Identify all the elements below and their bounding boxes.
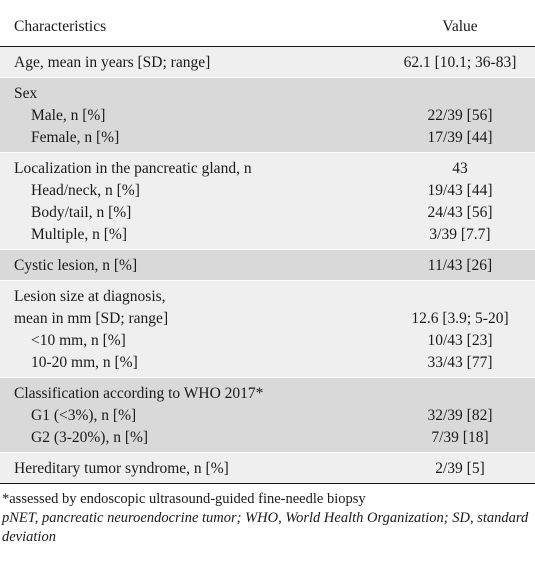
table-row [0, 78, 535, 106]
row-value: 33/43 [77] [427, 354, 493, 371]
table-row [0, 105, 535, 127]
table-row [0, 202, 535, 224]
table-group [0, 281, 535, 378]
table-group [0, 153, 535, 250]
row-label: <10 mm, n [%] [31, 332, 126, 349]
row-label: Female, n [%] [31, 129, 120, 146]
row-label: Hereditary tumor syndrome, n [%] [14, 460, 229, 477]
row-label: mean in mm [SD; range] [14, 310, 169, 327]
row-value: 17/39 [44] [427, 129, 493, 146]
row-value: 19/43 [44] [427, 182, 493, 199]
row-label: Age, mean in years [SD; range] [14, 54, 211, 71]
row-label: Sex [14, 85, 38, 102]
table-group [0, 78, 535, 153]
table-group [0, 250, 535, 281]
row-label: Localization in the pancreatic gland, n [14, 160, 252, 177]
table-row [0, 453, 535, 484]
row-value: 3/39 [7.7] [429, 226, 491, 243]
table-row [0, 224, 535, 250]
row-value: 10/43 [23] [427, 332, 493, 349]
row-value [385, 378, 535, 406]
row-label: G1 (<3%), n [%] [31, 407, 137, 424]
row-label: Lesion size at diagnosis, [14, 288, 166, 305]
row-value [385, 281, 535, 309]
table-row [0, 127, 535, 153]
row-value: 11/43 [26] [427, 257, 493, 274]
row-label: Body/tail, n [%] [31, 204, 132, 221]
row-label: 10-20 mm, n [%] [31, 354, 138, 371]
row-label: Cystic lesion, n [%] [14, 257, 138, 274]
table-row [0, 330, 535, 352]
row-label: Multiple, n [%] [31, 226, 127, 243]
row-value: 32/39 [82] [427, 407, 493, 424]
table-row [0, 47, 535, 78]
header-characteristics: Characteristics [0, 0, 385, 47]
row-value: 62.1 [10.1; 36-83] [403, 54, 517, 71]
row-value [385, 78, 535, 106]
row-label: Head/neck, n [%] [31, 182, 140, 199]
table-group [0, 378, 535, 453]
row-value: 7/39 [18] [431, 429, 489, 446]
row-value: 2/39 [5] [435, 460, 485, 477]
row-label: G2 (3-20%), n [%] [31, 429, 149, 446]
table-group [0, 453, 535, 484]
table-row [0, 378, 535, 406]
table-row [0, 250, 535, 281]
header-row [0, 0, 535, 47]
row-value: 12.6 [3.9; 5-20] [411, 310, 509, 327]
row-value: 22/39 [56] [427, 107, 493, 124]
table-row [0, 427, 535, 453]
row-value: 24/43 [56] [427, 204, 493, 221]
row-label: Male, n [%] [31, 107, 106, 124]
table-header [0, 0, 535, 47]
table-row [0, 352, 535, 378]
header-value: Value [385, 0, 535, 47]
table-row [0, 180, 535, 202]
footnote-asterisk: *assessed by endoscopic ultrasound-guided fine-needle biopsy [2, 491, 366, 507]
table-row [0, 308, 535, 330]
table-row [0, 153, 535, 181]
row-label: Classification according to WHO 2017* [14, 385, 264, 402]
row-value: 43 [452, 160, 468, 177]
footnote-abbreviations: pNET, pancreatic neuroendocrine tumor; WHO, World Health Organization; SD, standard deviation [2, 510, 529, 545]
table-row [0, 405, 535, 427]
table-group [0, 47, 535, 78]
footnotes [0, 484, 535, 547]
table-row [0, 281, 535, 309]
